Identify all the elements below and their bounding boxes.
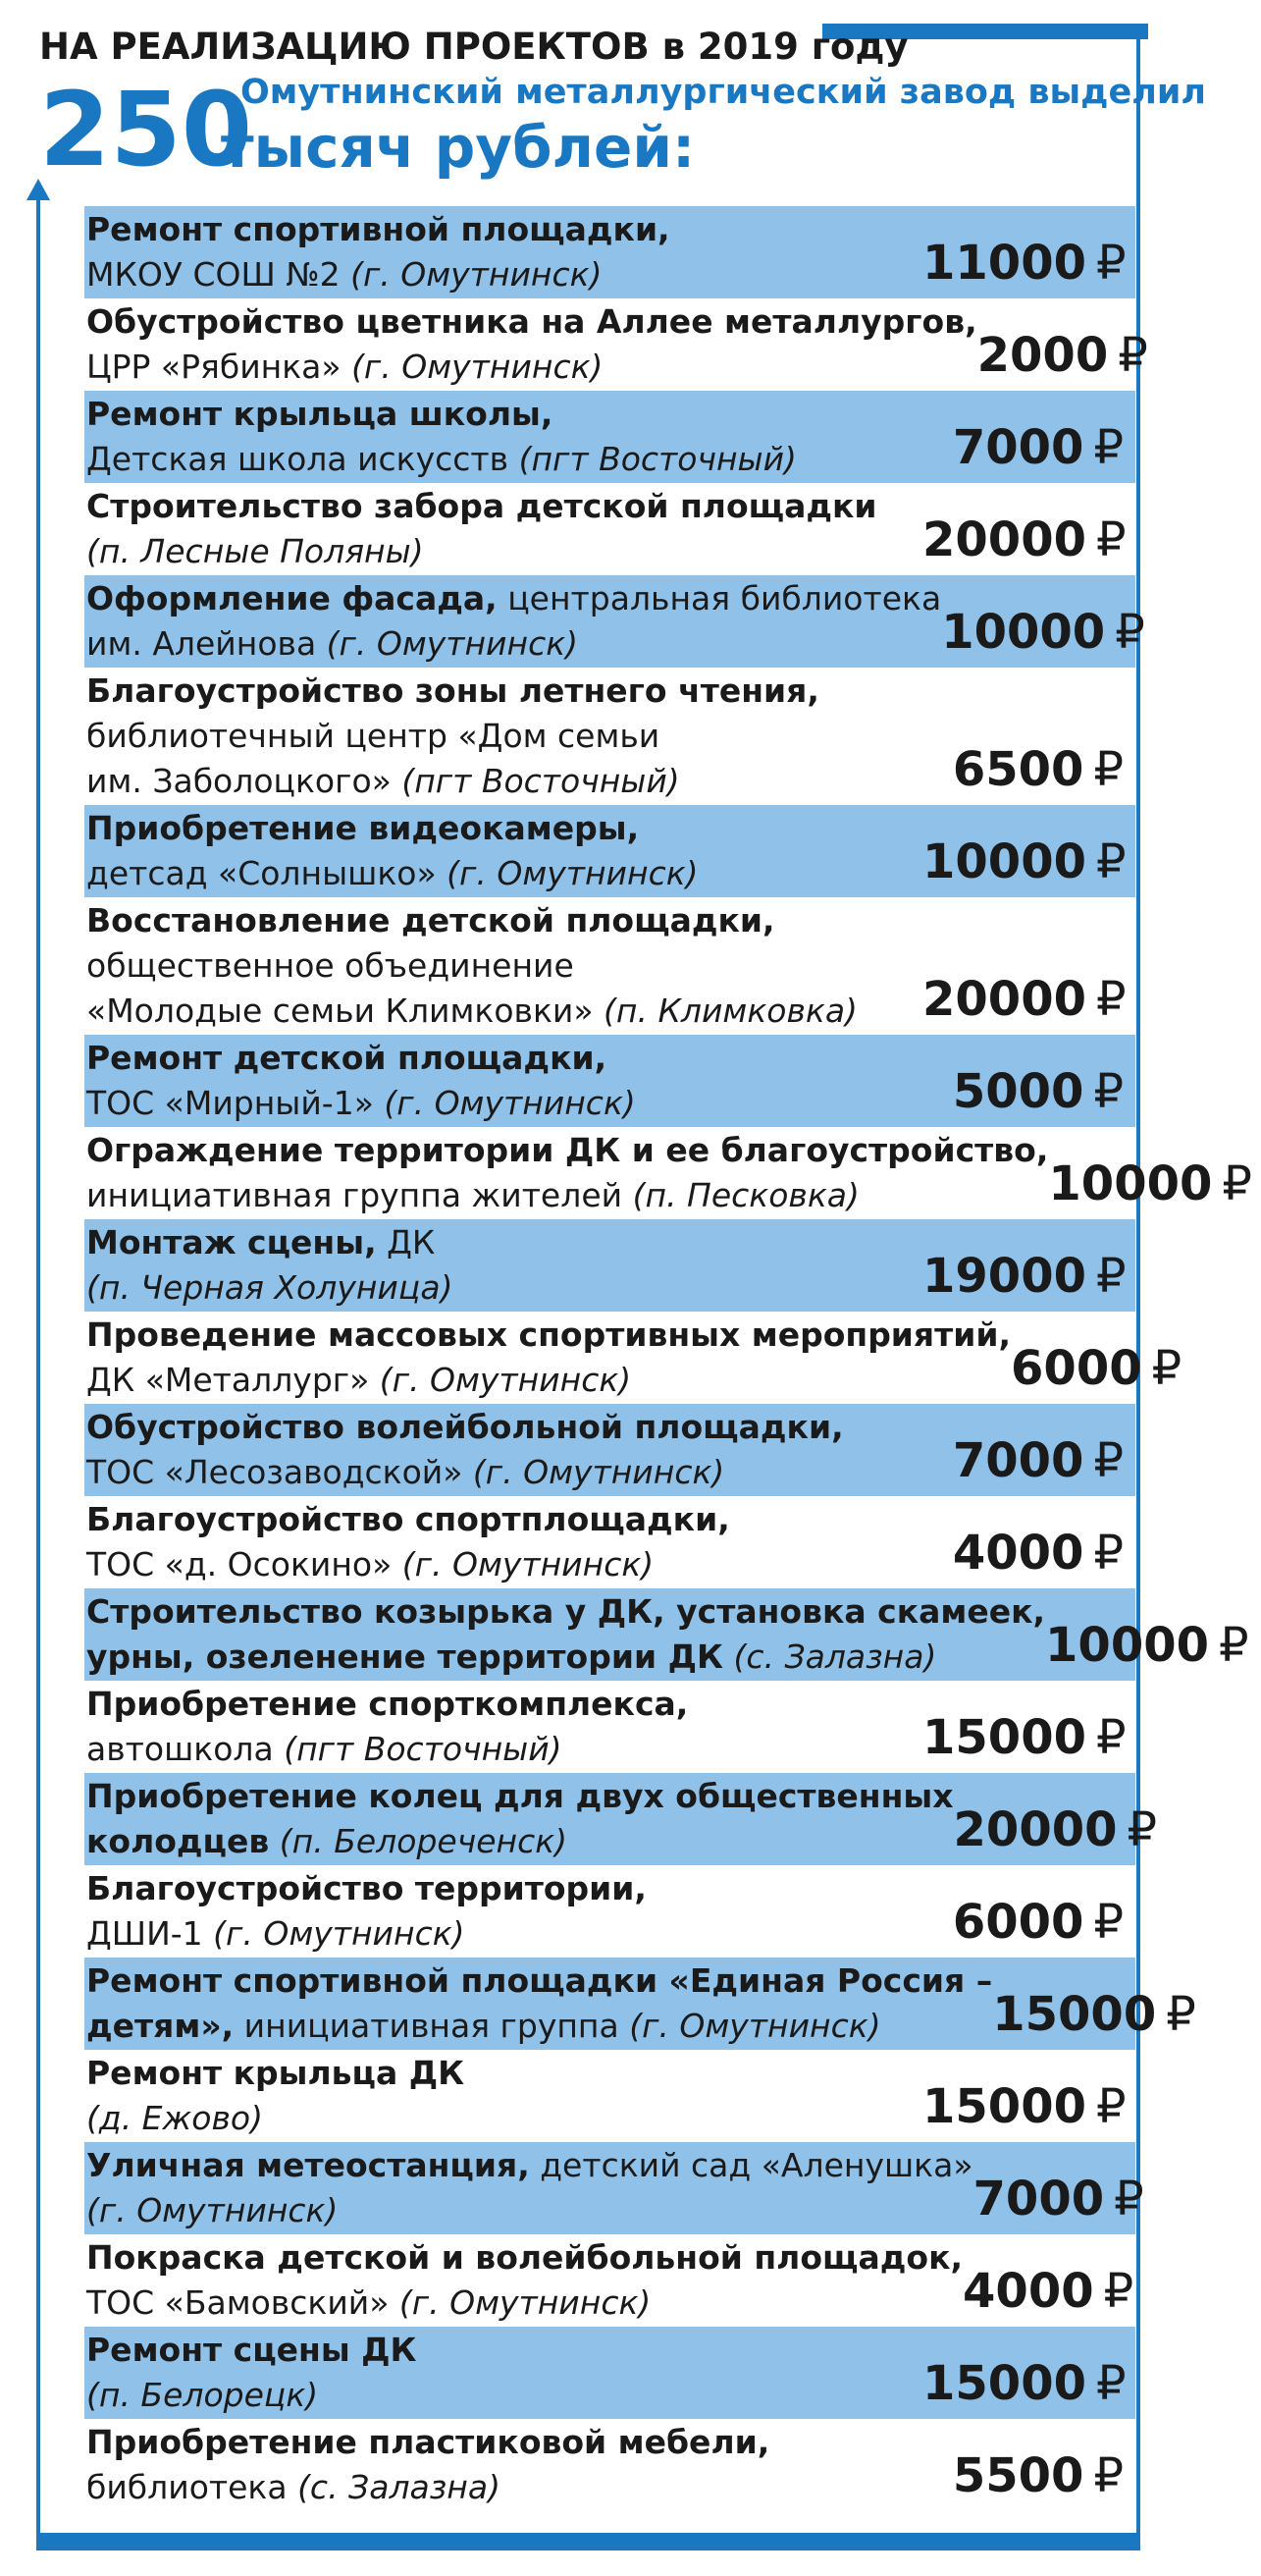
ruble-icon: ₽ [1093,1895,1124,1950]
project-detail: инициативная группа жителей [86,1176,633,1214]
project-line [86,252,922,297]
project-detail: ДШИ-1 [86,1914,214,1953]
project-row [84,2327,1135,2419]
project-row [84,1681,1135,1773]
project-text [86,1682,922,1772]
project-text [86,806,922,896]
project-row [84,391,1135,483]
project-detail: ТОС «Мирный-1» [86,1084,385,1122]
amount-value: 2000 [976,328,1109,383]
project-row [84,2419,1135,2511]
project-row [84,1127,1252,1219]
project-title: детям», [86,2007,235,2045]
ruble-icon: ₽ [1222,1156,1252,1211]
project-amount [977,328,1160,391]
project-title: Благоустройство территории, [86,1869,647,1907]
project-place: (с. Залазна) [722,1637,937,1676]
left-frame-line [36,196,40,2550]
project-line [86,1265,922,1311]
project-line [86,1497,922,1542]
amount-value: 20000 [922,512,1086,567]
project-row [84,1404,1135,1496]
project-text [86,1774,954,1864]
project-amount [922,834,1135,897]
project-amount [973,2172,1156,2234]
project-line [86,1589,1045,1635]
project-amount [922,1249,1135,1312]
project-line [86,2328,922,2373]
project-amount [922,742,1135,805]
ruble-icon: ₽ [1151,1341,1182,1396]
amount-value: 19000 [922,1249,1086,1304]
project-line [86,2051,922,2096]
project-place: (г. Омутнинск) [472,1453,725,1491]
project-title: Ремонт сцены ДК [86,2331,417,2369]
project-place: (с. Залазна) [297,2468,500,2506]
project-place: (г. Омутнинск) [86,2191,339,2229]
project-place: (п. Песковка) [632,1176,860,1214]
project-title: Ремонт спортивной площадки, [86,210,670,248]
amount-value: 15000 [992,1987,1157,2042]
amount-value: 4000 [963,2264,1094,2319]
amount-value: 5000 [952,1064,1084,1119]
project-detail: библиотека [86,2468,298,2506]
project-detail: ТОС «Лесозаводской» [86,1453,473,1491]
project-text [86,1959,992,2049]
project-title: Строительство козырька у ДК, установка скамеек, [86,1592,1046,1631]
amount-value: 6000 [952,1895,1084,1950]
ruble-icon: ₽ [1093,1433,1124,1488]
ruble-icon: ₽ [1114,2172,1144,2227]
project-line [86,345,977,390]
project-line [86,437,922,482]
amount-value: 6000 [1011,1341,1142,1396]
amount-value: 7000 [972,2172,1105,2227]
project-row [84,805,1135,897]
project-text [86,1128,1048,1218]
project-title: Приобретение спорткомплекса, [86,1685,689,1723]
project-title: Покраска детской и волейбольной площадок, [86,2238,964,2277]
project-amount [922,2448,1135,2511]
project-title: Благоустройство зоны летнего чтения, [86,671,819,710]
project-line [86,1405,922,1450]
project-place: (п. Белореченск) [269,1822,568,1860]
project-row [84,575,1145,668]
total-amount: 250 [39,70,253,189]
amount-value: 4000 [952,1526,1084,1581]
ruble-icon: ₽ [1093,2448,1124,2503]
project-place: (д. Ежово) [86,2099,263,2137]
project-row [84,206,1135,298]
project-amount [941,605,1154,668]
project-place: (пгт Восточный) [518,440,797,478]
amount-value: 15000 [922,2356,1086,2411]
project-text [86,669,922,804]
ruble-icon: ₽ [1219,1618,1249,1673]
project-line [86,1727,922,1772]
project-place: (г. Омутнинск) [398,2283,652,2322]
project-detail: ДК [376,1223,436,1261]
project-amount [1011,1341,1193,1404]
project-place: (г. Омутнинск) [213,1914,465,1953]
amount-value: 5500 [952,2448,1084,2503]
project-amount [922,1064,1135,1127]
project-place: (г. Омутнинск) [447,854,699,892]
project-line [86,1682,922,1727]
project-detail: общественное объединение [86,946,574,985]
project-detail: им. Заболоцкого» [86,762,402,800]
project-text [86,1497,922,1587]
project-line [86,1450,922,1495]
project-detail: автошкола [86,1730,285,1768]
project-place: (г. Омутнинск) [629,2007,881,2045]
project-place: (г. Омутнинск) [326,624,579,663]
project-title: урны, озеленение территории ДК [86,1637,723,1676]
project-row [84,2050,1135,2142]
project-line [86,2465,922,2510]
project-line [86,1542,922,1587]
project-title: Ремонт спортивной площадки «Единая Россия – [86,1961,993,2000]
project-text [86,2328,922,2418]
project-text [86,1036,922,1126]
project-line [86,759,922,804]
project-line [86,392,922,437]
project-line [86,714,922,759]
project-line [86,1635,1045,1680]
project-text [86,1405,922,1495]
project-title: Восстановление детской площадки, [86,901,775,939]
amount-value: 11000 [922,236,1086,291]
project-text [86,1220,922,1311]
ruble-icon: ₽ [1096,2079,1127,2134]
amount-unit: тысяч рублей: [221,114,696,181]
project-row [84,2234,1135,2327]
project-amount [922,2079,1135,2142]
project-line [86,669,922,714]
ruble-icon: ₽ [1118,328,1148,383]
project-title: Монтаж сцены, [86,1223,377,1261]
project-text [86,2143,973,2233]
project-place: (п. Белорецк) [86,2376,319,2414]
project-line [86,806,922,851]
project-line [86,1911,922,1957]
project-line [86,576,941,621]
project-detail: ТОС «д. Осокино» [86,1545,402,1583]
project-amount [922,512,1135,575]
project-place: (г. Омутнинск) [351,348,604,386]
project-text [86,2051,922,2141]
project-amount [922,2356,1135,2419]
project-line [86,989,922,1034]
ruble-icon: ₽ [1127,1802,1158,1857]
project-amount [922,420,1135,483]
ruble-icon: ₽ [1096,972,1127,1027]
project-line [86,2420,922,2465]
project-row [84,668,1135,805]
project-place: (г. Омутнинск) [350,255,603,294]
project-place: (г. Омутнинск) [384,1084,636,1122]
project-row [84,2142,1144,2234]
project-line [86,1313,1011,1358]
amount-value: 15000 [922,2079,1086,2134]
project-title: Строительство забора детской площадки [86,487,877,525]
project-text [86,2235,963,2326]
project-line [86,1081,922,1126]
project-text [86,1313,1011,1403]
project-place: (г. Омутнинск) [401,1545,655,1583]
project-title: Ремонт детской площадки, [86,1039,607,1077]
project-text [86,1866,922,1957]
project-detail: центральная библиотека [497,579,942,617]
ruble-icon: ₽ [1093,420,1124,475]
bottom-accent-bar [36,2533,1140,2550]
project-title: Ограждение территории ДК и ее благоустройство, [86,1131,1049,1169]
amount-value: 20000 [953,1802,1118,1857]
project-amount [922,236,1135,298]
project-row [84,1773,1158,1865]
project-detail: детсад «Солнышко» [86,854,447,892]
project-line [86,2281,963,2326]
ruble-icon: ₽ [1096,1710,1127,1765]
project-detail: ТОС «Бамовский» [86,2283,399,2322]
ruble-icon: ₽ [1166,1987,1196,2042]
ruble-icon: ₽ [1096,2356,1127,2411]
project-line [86,2235,963,2281]
project-text [86,207,922,297]
project-line [86,2188,973,2233]
project-amount [1048,1156,1261,1219]
project-line [86,1173,1048,1218]
project-amount [922,1710,1135,1773]
project-amount [922,1433,1135,1496]
ruble-icon: ₽ [1093,1064,1124,1119]
amount-value: 7000 [952,1433,1084,1488]
project-text [86,2420,922,2510]
project-amount [922,1526,1135,1588]
project-line [86,1220,922,1265]
project-text [86,898,922,1034]
project-text [86,576,941,667]
project-detail: Детская школа искусств [86,440,519,478]
project-line [86,1128,1048,1173]
page-heading: НА РЕАЛИЗАЦИЮ ПРОЕКТОВ в 2019 году [39,26,909,68]
project-place: (п. Климковка) [604,992,858,1030]
project-detail: библиотечный центр «Дом семьи [86,717,660,755]
ruble-icon: ₽ [1096,512,1127,567]
project-amount [922,1895,1135,1958]
project-row [84,1496,1135,1588]
project-line [86,1866,922,1911]
project-row [84,1588,1249,1681]
project-line [86,943,922,989]
project-line [86,207,922,252]
sponsor-subtitle: Омутнинский металлургический завод выделил [240,73,1206,112]
project-row [84,1958,1196,2050]
project-amount [963,2264,1145,2327]
project-line [86,621,941,667]
project-title: Благоустройство спортплощадки, [86,1500,730,1538]
project-line [86,898,922,943]
project-row [84,1035,1135,1127]
project-row [84,1219,1135,1312]
ruble-icon: ₽ [1115,605,1145,660]
project-place: (п. Лесные Поляны) [86,532,424,570]
project-text [86,392,922,482]
project-line [86,1819,954,1864]
project-title: Обустройство цветника на Аллее металлургов, [86,302,977,341]
project-line [86,529,922,574]
project-place: (пгт Восточный) [284,1730,562,1768]
project-detail: детский сад «Аленушка» [529,2146,973,2184]
project-row [84,897,1135,1035]
amount-value: 10000 [922,834,1086,889]
project-amount [954,1802,1167,1865]
project-detail: МКОУ СОШ №2 [86,255,351,294]
project-title: Проведение массовых спортивных мероприятий, [86,1315,1012,1354]
project-detail: ДК «Металлург» [86,1361,380,1399]
project-row [84,1312,1182,1404]
project-line [86,1774,954,1819]
amount-value: 15000 [922,1710,1086,1765]
project-title: колодцев [86,1822,270,1860]
project-text [86,484,922,574]
amount-value: 6500 [952,742,1084,797]
projects-list [84,206,1252,2511]
project-row [84,483,1135,575]
project-title: Приобретение пластиковой мебели, [86,2423,770,2461]
project-detail: ЦРР «Рябинка» [86,348,352,386]
project-title: Приобретение колец для двух общественных [86,1777,954,1815]
project-title: Оформление фасада, [86,579,498,617]
project-line [86,484,922,529]
amount-value: 10000 [941,605,1106,660]
ruble-icon: ₽ [1093,742,1124,797]
project-line [86,2004,992,2049]
project-text [86,299,977,390]
project-amount [922,972,1135,1035]
project-line [86,2096,922,2141]
ruble-icon: ₽ [1096,1249,1127,1304]
amount-value: 10000 [1048,1156,1213,1211]
project-row [84,298,1148,391]
project-detail: инициативная группа [234,2007,630,2045]
project-detail: им. Алейнова [86,624,327,663]
amount-value: 7000 [952,420,1084,475]
project-line [86,2373,922,2418]
project-title: Обустройство волейбольной площадки, [86,1408,844,1446]
project-title: Приобретение видеокамеры, [86,809,640,847]
project-text [86,1589,1045,1680]
project-place: (г. Омутнинск) [379,1361,632,1399]
project-amount [1045,1618,1258,1681]
ruble-icon: ₽ [1096,236,1127,291]
project-place: (пгт Восточный) [401,762,680,800]
project-line [86,2143,973,2188]
project-place: (п. Черная Холуница) [86,1268,453,1307]
project-title: Уличная метеостанция, [86,2146,530,2184]
project-detail: «Молодые семьи Климковки» [86,992,604,1030]
amount-value: 20000 [922,972,1086,1027]
ruble-icon: ₽ [1093,1526,1124,1581]
amount-value: 10000 [1045,1618,1210,1673]
project-title: Ремонт крыльца школы, [86,395,553,433]
project-line [86,1036,922,1081]
ruble-icon: ₽ [1103,2264,1134,2319]
project-title: Ремонт крыльца ДК [86,2054,465,2092]
project-row [84,1865,1135,1958]
project-line [86,1358,1011,1403]
project-line [86,299,977,345]
ruble-icon: ₽ [1096,834,1127,889]
project-amount [992,1987,1205,2050]
project-line [86,1959,992,2004]
project-line [86,851,922,896]
